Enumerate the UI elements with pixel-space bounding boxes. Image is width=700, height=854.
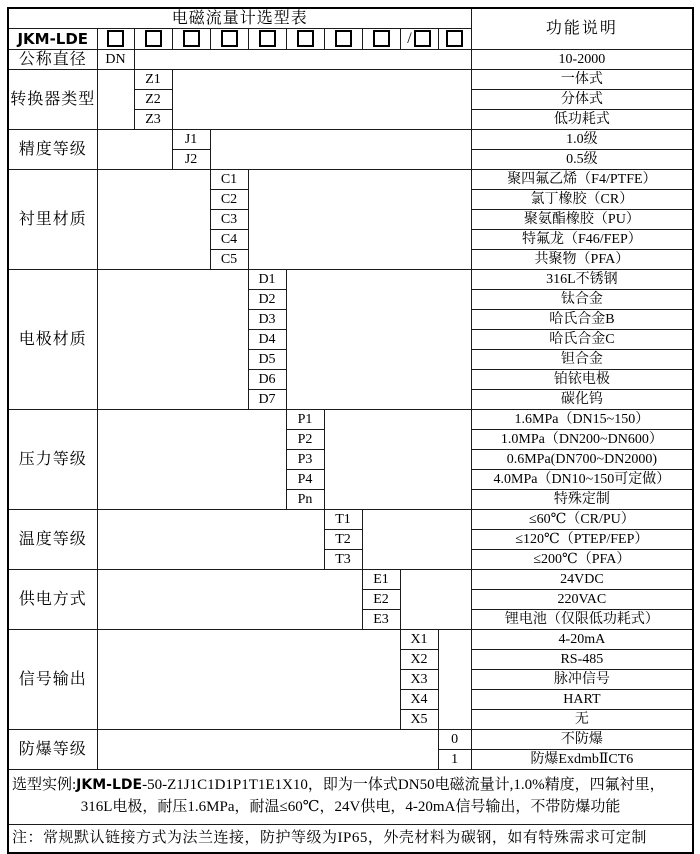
code-cell: P4 bbox=[286, 470, 324, 490]
desc-cell: RS-485 bbox=[471, 650, 693, 670]
checkbox-icon[interactable] bbox=[335, 30, 352, 47]
code-cell: D1 bbox=[248, 270, 286, 290]
category-label-dn: 公称直径 bbox=[8, 50, 97, 70]
selection-example bbox=[8, 770, 693, 825]
checkbox-icon[interactable] bbox=[414, 30, 431, 47]
code-cell: P1 bbox=[286, 410, 324, 430]
desc-cell: 钛合金 bbox=[471, 290, 693, 310]
checkbox-icon[interactable] bbox=[183, 30, 200, 47]
code-cell: T3 bbox=[324, 550, 362, 570]
desc-cell: 分体式 bbox=[471, 90, 693, 110]
code-cell: C5 bbox=[210, 250, 248, 270]
desc-cell: 钽合金 bbox=[471, 350, 693, 370]
desc-cell: 碳化钨 bbox=[471, 390, 693, 410]
filler-cell bbox=[97, 410, 286, 510]
checkbox-icon[interactable] bbox=[373, 30, 390, 47]
code-cell: 0 bbox=[438, 730, 471, 750]
desc-cell: 聚氨酯橡胶（PU） bbox=[471, 210, 693, 230]
category-label-temperature: 温度等级 bbox=[8, 510, 97, 570]
checkbox-cell-c[interactable] bbox=[210, 29, 248, 50]
code-cell: 1 bbox=[438, 750, 471, 770]
code-cell: P2 bbox=[286, 430, 324, 450]
model-label: JKM-LDE bbox=[8, 29, 97, 50]
desc-cell: 0.5级 bbox=[471, 150, 693, 170]
desc-cell: 特殊定制 bbox=[471, 490, 693, 510]
checkbox-cell-d[interactable] bbox=[248, 29, 286, 50]
code-cell: T2 bbox=[324, 530, 362, 550]
footnote: 注：常规默认链接方式为法兰连接，防护等级为IP65，外壳材料为碳钢，如有特殊需求可定制 bbox=[8, 825, 693, 854]
checkbox-cell-dn[interactable] bbox=[97, 29, 134, 50]
filler-cell bbox=[97, 170, 210, 270]
code-cell: E2 bbox=[362, 590, 400, 610]
checkbox-cell-z[interactable] bbox=[134, 29, 172, 50]
desc-cell: 防爆ExdmbⅡCT6 bbox=[471, 750, 693, 770]
desc-cell: 0.6MPa(DN700~DN2000) bbox=[471, 450, 693, 470]
code-cell: E1 bbox=[362, 570, 400, 590]
desc-cell: 220VAC bbox=[471, 590, 693, 610]
category-label-signal: 信号输出 bbox=[8, 630, 97, 730]
code-cell: D4 bbox=[248, 330, 286, 350]
code-cell: E3 bbox=[362, 610, 400, 630]
code-cell: D7 bbox=[248, 390, 286, 410]
filler-cell bbox=[324, 410, 471, 510]
desc-cell: 一体式 bbox=[471, 70, 693, 90]
example-label: 选型实例: bbox=[12, 777, 77, 794]
checkbox-icon[interactable] bbox=[297, 30, 314, 47]
desc-cell: 无 bbox=[471, 710, 693, 730]
code-cell: D6 bbox=[248, 370, 286, 390]
desc-cell: 1.0级 bbox=[471, 130, 693, 150]
desc-cell: 哈氏合金C bbox=[471, 330, 693, 350]
code-cell: Z3 bbox=[134, 110, 172, 130]
code-cell: C1 bbox=[210, 170, 248, 190]
filler-cell bbox=[400, 570, 471, 630]
code-cell: T1 bbox=[324, 510, 362, 530]
code-cell: D3 bbox=[248, 310, 286, 330]
category-label-electrode: 电极材质 bbox=[8, 270, 97, 410]
selection-table bbox=[7, 7, 694, 854]
example-line2: 316L电极，耐压1.6MPa，耐温≤60℃，24V供电，4-20mA信号输出，不带防爆功能 bbox=[80, 799, 621, 815]
desc-cell: 1.6MPa（DN15~150） bbox=[471, 410, 693, 430]
filler-cell bbox=[248, 170, 471, 270]
filler-cell bbox=[286, 270, 471, 410]
checkbox-icon[interactable] bbox=[145, 30, 162, 47]
desc-cell: 脉冲信号 bbox=[471, 670, 693, 690]
desc-cell: ≤120℃（PTEP/FEP） bbox=[471, 530, 693, 550]
code-cell: X3 bbox=[400, 670, 438, 690]
code-cell: Z2 bbox=[134, 90, 172, 110]
desc-cell: 316L不锈钢 bbox=[471, 270, 693, 290]
checkbox-cell-x[interactable] bbox=[400, 29, 438, 50]
checkbox-cell-p[interactable] bbox=[286, 29, 324, 50]
example-line1 bbox=[12, 775, 689, 797]
checkbox-icon[interactable] bbox=[221, 30, 238, 47]
desc-cell: 低功耗式 bbox=[471, 110, 693, 130]
checkbox-icon[interactable] bbox=[107, 30, 124, 47]
checkbox-icon[interactable] bbox=[446, 30, 463, 47]
filler-cell bbox=[438, 630, 471, 730]
filler-cell bbox=[172, 70, 471, 130]
desc-cell: 哈氏合金B bbox=[471, 310, 693, 330]
category-label-explosion-proof: 防爆等级 bbox=[8, 730, 97, 770]
checkbox-cell-t[interactable] bbox=[324, 29, 362, 50]
desc-cell: 共聚物（PFA） bbox=[471, 250, 693, 270]
filler-cell bbox=[97, 510, 324, 570]
filler-cell bbox=[210, 130, 471, 170]
filler-cell bbox=[97, 70, 134, 130]
code-cell: C4 bbox=[210, 230, 248, 250]
desc-cell: ≤60℃（CR/PU） bbox=[471, 510, 693, 530]
function-column-header: 功能说明 bbox=[471, 8, 693, 50]
checkbox-cell-e[interactable] bbox=[362, 29, 400, 50]
desc-cell-dn: 10-2000 bbox=[471, 50, 693, 70]
slash-separator: / bbox=[407, 30, 412, 48]
filler-cell bbox=[134, 50, 471, 70]
filler-cell bbox=[97, 570, 362, 630]
code-cell: X2 bbox=[400, 650, 438, 670]
desc-cell: 4.0MPa（DN10~150可定做） bbox=[471, 470, 693, 490]
code-cell: X4 bbox=[400, 690, 438, 710]
checkbox-icon[interactable] bbox=[259, 30, 276, 47]
category-label-lining: 衬里材质 bbox=[8, 170, 97, 270]
code-cell: D5 bbox=[248, 350, 286, 370]
desc-cell: 聚四氟乙烯（F4/PTFE） bbox=[471, 170, 693, 190]
desc-cell: ≤200℃（PFA） bbox=[471, 550, 693, 570]
category-label-accuracy: 精度等级 bbox=[8, 130, 97, 170]
code-cell: Pn bbox=[286, 490, 324, 510]
category-label-power: 供电方式 bbox=[8, 570, 97, 630]
table-title: 电磁流量计选型表 bbox=[8, 8, 471, 29]
example-text: -50-Z1J1C1D1P1T1E1X10，即为一体式DN50电磁流量计,1.0%精度，四氟衬里， bbox=[142, 777, 665, 794]
category-label-pressure: 压力等级 bbox=[8, 410, 97, 510]
desc-cell: 锂电池（仅限低功耗式） bbox=[471, 610, 693, 630]
desc-cell: 特氟龙（F46/FEP） bbox=[471, 230, 693, 250]
desc-cell: HART bbox=[471, 690, 693, 710]
checkbox-cell-exproof[interactable] bbox=[438, 29, 471, 50]
code-cell: X5 bbox=[400, 710, 438, 730]
filler-cell bbox=[97, 130, 172, 170]
code-cell: P3 bbox=[286, 450, 324, 470]
code-cell: C2 bbox=[210, 190, 248, 210]
desc-cell: 4-20mA bbox=[471, 630, 693, 650]
desc-cell: 氯丁橡胶（CR） bbox=[471, 190, 693, 210]
code-cell: D2 bbox=[248, 290, 286, 310]
desc-cell: 1.0MPa（DN200~DN600） bbox=[471, 430, 693, 450]
filler-cell bbox=[97, 630, 400, 730]
filler-cell bbox=[97, 270, 248, 410]
example-model: JKM-LDE bbox=[76, 777, 143, 794]
code-cell: X1 bbox=[400, 630, 438, 650]
checkbox-cell-j[interactable] bbox=[172, 29, 210, 50]
code-cell: Z1 bbox=[134, 70, 172, 90]
desc-cell: 24VDC bbox=[471, 570, 693, 590]
filler-cell bbox=[362, 510, 471, 570]
code-cell: C3 bbox=[210, 210, 248, 230]
desc-cell: 铂铱电极 bbox=[471, 370, 693, 390]
code-cell: J2 bbox=[172, 150, 210, 170]
code-cell: J1 bbox=[172, 130, 210, 150]
category-label-converter: 转换器类型 bbox=[8, 70, 97, 130]
desc-cell: 不防爆 bbox=[471, 730, 693, 750]
code-cell-dn: DN bbox=[97, 50, 134, 70]
filler-cell bbox=[97, 730, 438, 770]
